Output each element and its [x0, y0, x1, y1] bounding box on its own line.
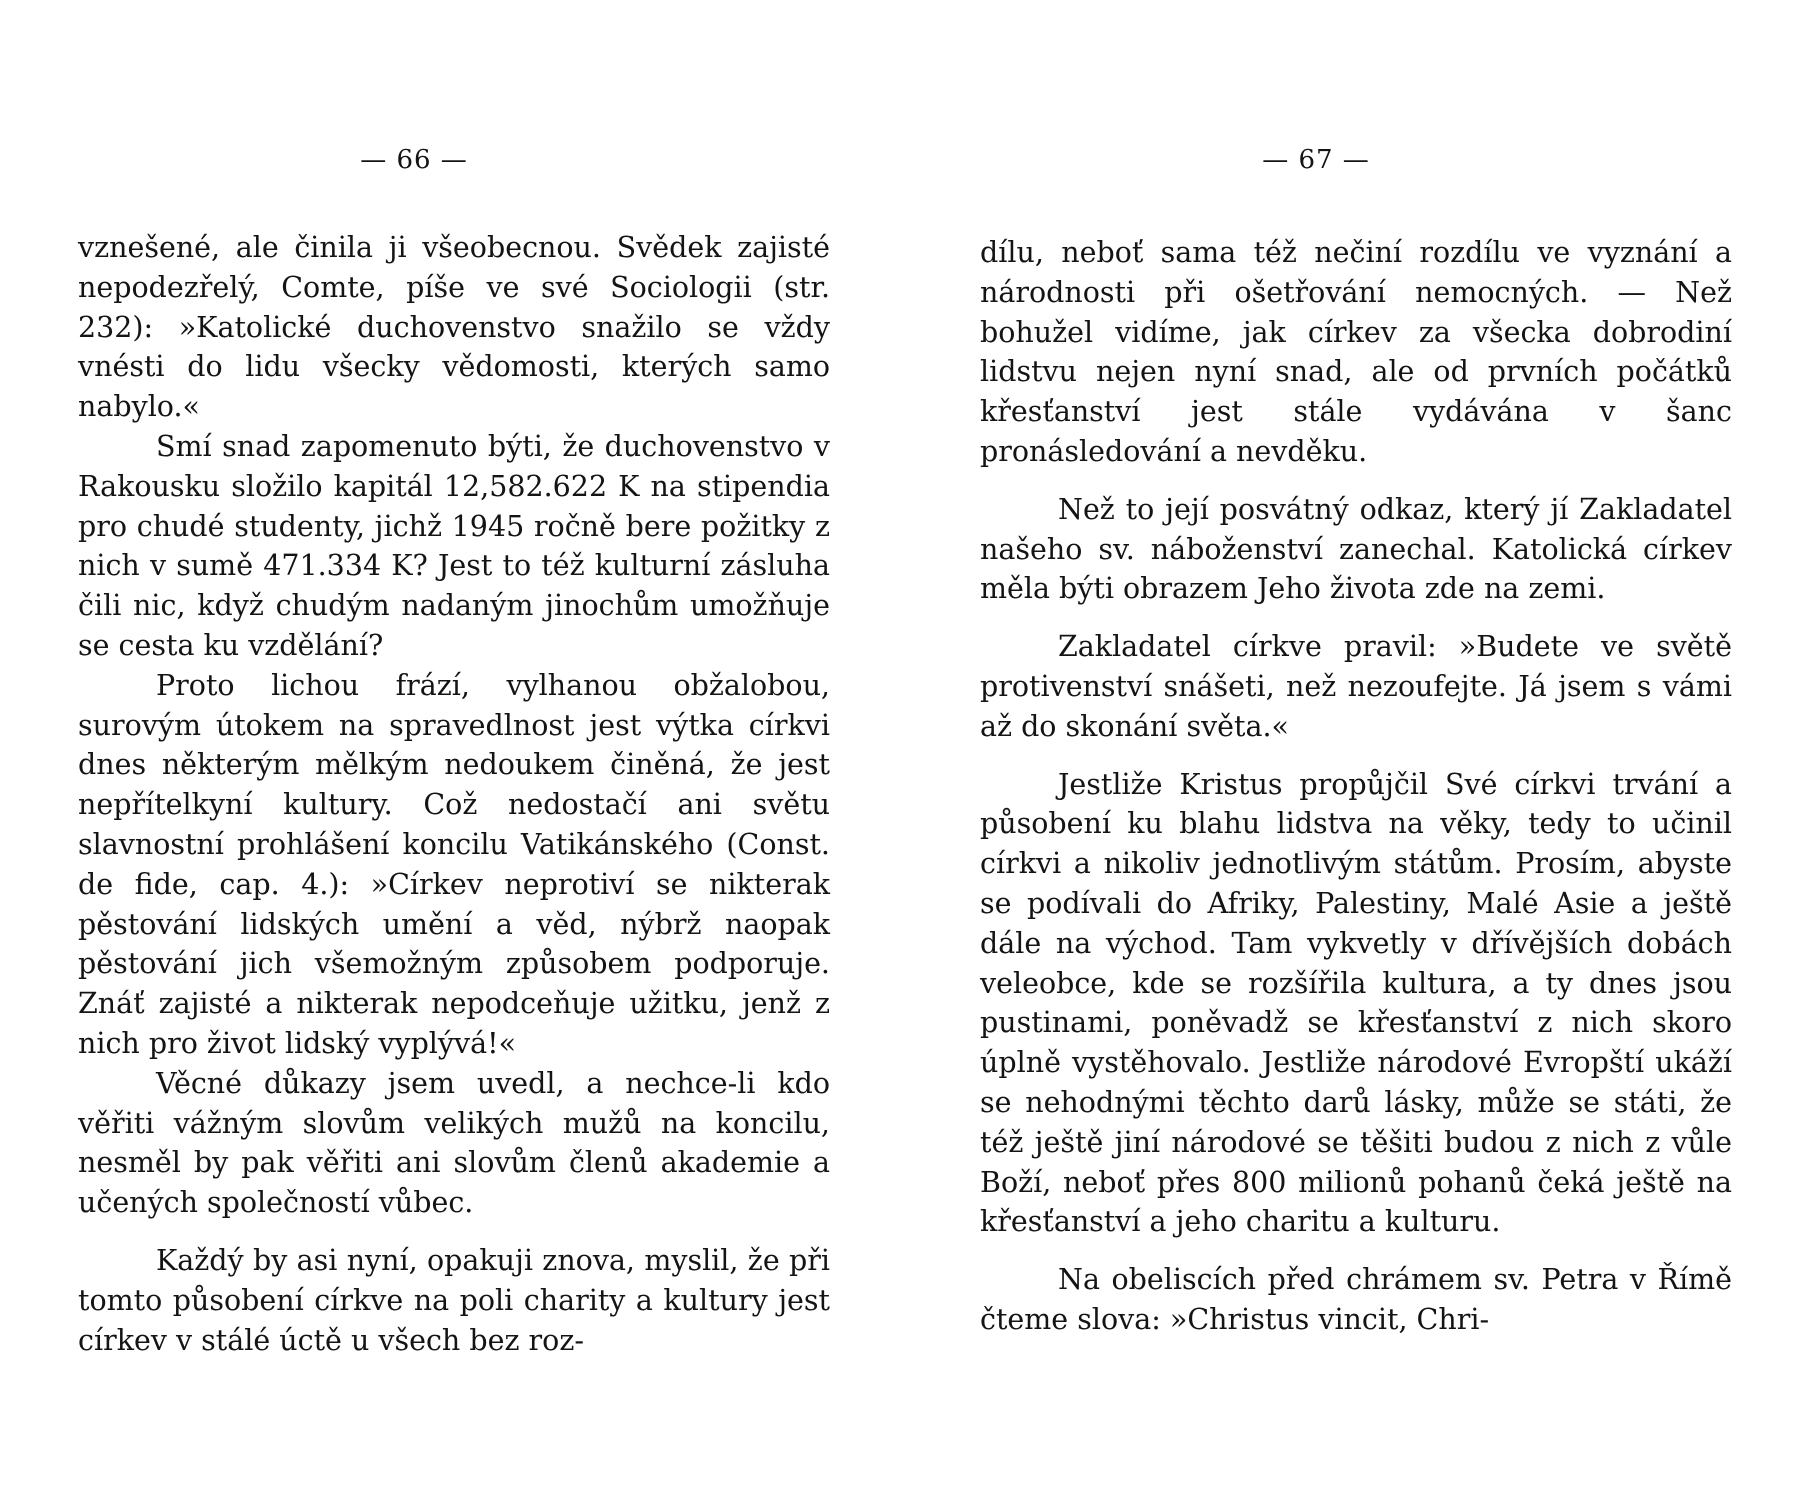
paragraph: Proto lichou frází, vylhanou obžalobou, surovým útokem na spravedlnost jest výtka církvi dnes některým mělkým nedoukem činěná, že jest nepřítelkyní kultury. Což nedostačí ani světu slavnostní prohlášení koncilu Vatikánského (Const. de fide, cap. 4.): »Církev neprotiví se nikterak pěstování lidských umění a věd, nýbrž naopak pěstování jich všemožným způsobem podporuje. Znáť zajisté a nikterak nepodceňuje užitku, jenž z nich pro život lidský vyplývá!« [78, 668, 830, 1060]
right-page [980, 0, 1732, 1500]
page-number-right: — 67 — [1262, 145, 1370, 175]
paragraph: Jestliže Kristus propůjčil Své církvi trvání a působení ku blahu lidstva na věky, tedy to učinil církvi a nikoliv jednotlivým státům. Prosím, abyste se podívali do Afriky, Palestiny, Malé Asie a ještě dále na východ. Tam vykvetly v dřívějších dobách veleobce, kde se rozšířila kultura, a ty dnes jsou pustinami, poněvadž se křesťanství z nich skoro úplně vystěhovalo. Jestliže národové Evropští ukáží se nehodnými těchto darů lásky, může se státi, že též ještě jiní národové se těšiti budou z nich z vůle Boží, neboť přes 800 milionů pohanů čeká ještě na křesťanství a jeho charitu a kulturu. [980, 767, 1732, 1239]
page-number-left: — 66 — [360, 145, 468, 175]
paragraph: Smí snad zapomenuto býti, že duchovenstvo v Rakousku složilo kapitál 12,582.622 K na stipendia pro chudé studenty, jichž 1945 ročně bere požitky z nich v sumě 471.334 K? Jest to též kulturní zásluha čili nic, když chudým nadaným jinochům umožňuje se cesta ku vzdělání? [78, 429, 830, 662]
paragraph: Zakladatel církve pravil: »Budete ve světě protivenství snášeti, než nezoufejte. Já jsem s vámi až do skonání světa.« [980, 630, 1732, 743]
paragraph: vznešené, ale činila ji všeobecnou. Svědek zajisté nepodezřelý, Comte, píše ve své Sociologii (str. 232): »Katolické duchovenstvo snažilo se vždy vnésti do lidu všecky vědomosti, kterých samo nabylo.« [78, 231, 830, 424]
paragraph: Než to její posvátný odkaz, který jí Zakladatel našeho sv. náboženství zanechal. Katolická církev měla býti obrazem Jeho života zde na zemi. [980, 492, 1732, 606]
left-page [78, 0, 830, 1500]
right-page-text [980, 233, 1732, 1340]
paragraph: Na obeliscích před chrámem sv. Petra v Římě čteme slova: »Christus vincit, Chri- [980, 1263, 1732, 1336]
paragraph: Každý by asi nyní, opakuji znova, myslil, že při tomto působení církve na poli charity a kultury jest církev v stálé úctě u všech bez roz- [78, 1243, 830, 1357]
left-page-text [78, 228, 830, 1360]
paragraph: Věcné důkazy jsem uvedl, a nechce-li kdo věřiti vážným slovům velikých mužů na koncilu, nesměl by pak věřiti ani slovům členů akademie a učených společností vůbec. [78, 1066, 830, 1220]
paragraph: dílu, neboť sama též nečiní rozdílu ve vyznání a národnosti při ošetřování nemocných. — Než bohužel vidíme, jak církev za všecka dobrodiní lidstvu nejen nyní snad, ale od prvních počátků křesťanství jest stále vydávána v šanc pronásledování a nevděku. [980, 236, 1732, 468]
